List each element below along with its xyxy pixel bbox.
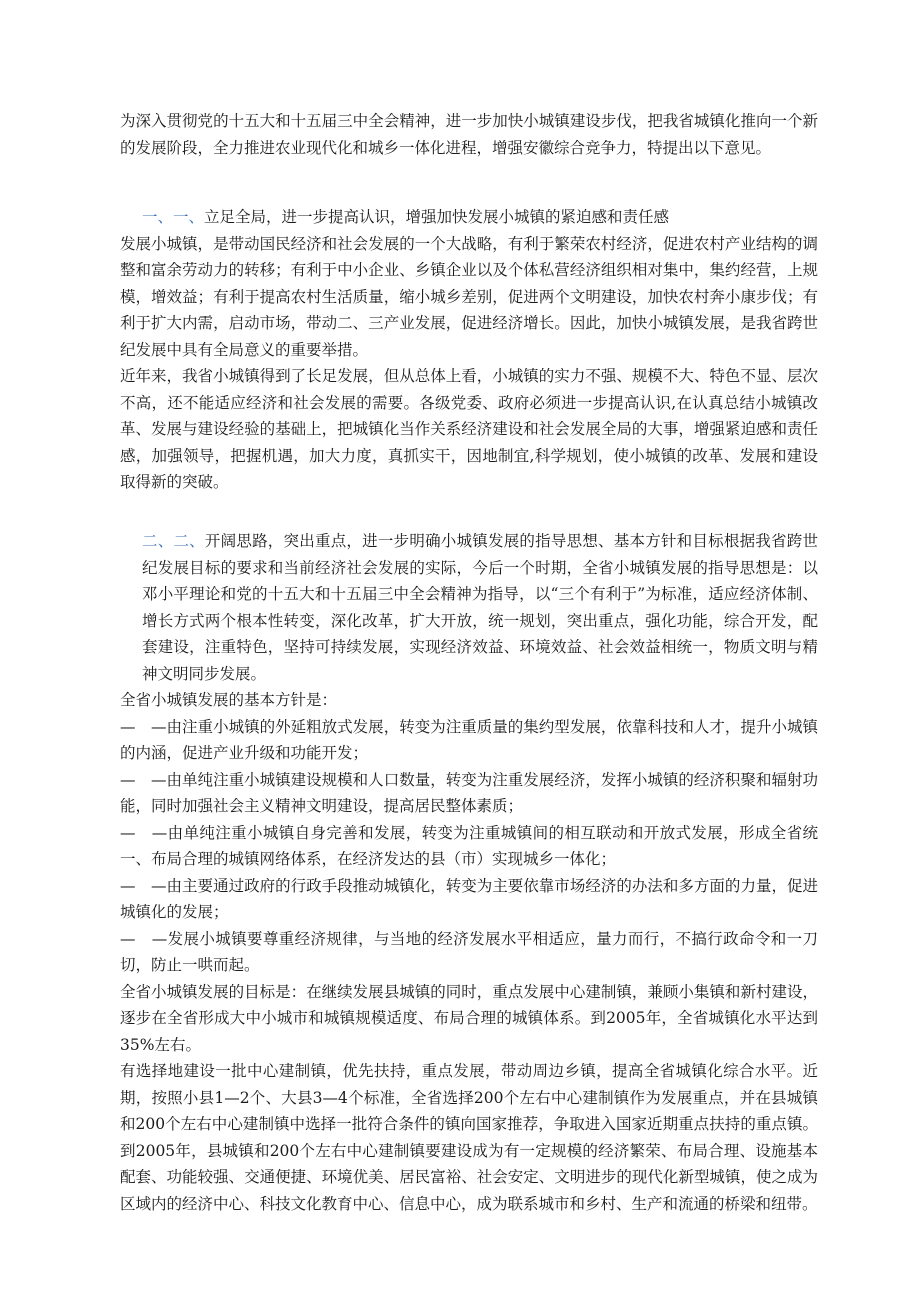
section-2-heading [120,528,818,687]
section-1-heading [120,204,818,231]
section-1-paragraph-2: 近年来，我省小城镇得到了长足发展，但从总体上看，小城镇的实力不强、规模不大、特色不显、层次不高，还不能适应经济和社会发展的需要。各级党委、政府必须进一步提高认识,在认真总结小城镇改革、发展与建设经验的基础上，把城镇化当作关系经济建设和社会发展全局的大事，增强紧迫感和责任感，加强领导，把握机遇，加大力度，真抓实干，因地制宜,科学规划，使小城镇的改革、发展和建设取得新的突破。 [120,367,818,491]
selection-paragraph: 有选择地建设一批中心建制镇，优先扶持，重点发展，带动周边乡镇，提高全省城镇化综合水平。近期，按照小县1—2个、大县3—4个标准，全省选择200个左右中心建制镇作为发展重点，并在县城镇和200个左右中心建制镇中选择一批符合条件的镇向国家推荐，争取进入国家近期重点扶持的重点镇。到2005年，县城镇和200个左右中心建制镇要建设成为有一定规模的经济繁荣、布局合理、设施基本配套、功能较强、交通便捷、环境优美、居民富裕、社会安定、文明进步的现代化新型城镇，使之成为区域内的经济中心、科技文化教育中心、信息中心，成为联系城市和乡村、生产和流通的桥梁和纽带。 [120,1062,818,1213]
policy-item: — —由单纯注重小城镇自身完善和发展，转变为注重城镇间的相互联动和开放式发展，形成全省统一、布局合理的城镇网络体系，在经济发达的县（市）实现城乡一体化； [120,823,818,868]
policy-item: — —由单纯注重小城镇建设规模和人口数量，转变为注重发展经济，发挥小城镇的经济积聚和辐射功能，同时加强社会主义精神文明建设，提高居民整体素质； [120,770,818,815]
section-1-number: 一、一、 [142,208,205,226]
section-2-text: 开阔思路，突出重点，进一步明确小城镇发展的指导思想、基本方针和目标根据我省跨世纪发展目标的要求和当前经济社会发展的实际，今后一个时期，全省小城镇发展的指导思想是：以邓小平理论和党的十五大和十五届三中全会精神为指导，以“三个有利于”为标准，适应经济体制、增长方式两个根本性转变，深化改革，扩大开放，统一规划，突出重点，强化功能，综合开发，配套建设，注重特色，坚持可持续发展，实现经济效益、环境效益、社会效益相统一，物质文明与精神文明同步发展。 [142,532,818,683]
section-2 [120,528,818,1217]
goal-paragraph: 全省小城镇发展的目标是：在继续发展县城镇的同时，重点发展中心建制镇，兼顾小集镇和新村建设，逐步在全省形成大中小城市和城镇规模适度、布局合理的城镇体系。到2005年，全省城镇化水平达到35%左右。 [120,982,818,1054]
policy-intro: 全省小城镇发展的基本方针是： [120,691,338,709]
intro-block [120,108,818,161]
policy-item: — —由注重小城镇的外延粗放式发展，转变为注重质量的集约型发展，依靠科技和人才，提升小城镇的内涵，促进产业升级和功能开发； [120,717,818,762]
section-2-number: 二、二、 [142,532,205,550]
section-1-title: 立足全局，进一步提高认识，增强加快发展小城镇的紧迫感和责任感 [204,208,670,226]
intro-paragraph: 为深入贯彻党的十五大和十五届三中全会精神，进一步加快小城镇建设步伐，把我省城镇化推向一个新的发展阶段，全力推进农业现代化和城乡一体化进程，增强安徽综合竞争力，特提出以下意见。 [120,112,818,157]
policy-item: — —发展小城镇要尊重经济规律，与当地的经济发展水平相适应，量力而行，不搞行政命令和一刀切，防止一哄而起。 [120,929,818,974]
policy-item: — —由主要通过政府的行政手段推动城镇化，转变为主要依靠市场经济的办法和多方面的力量，促进城镇化的发展； [120,876,818,921]
section-1 [120,204,818,496]
section-1-paragraph-1: 发展小城镇，是带动国民经济和社会发展的一个大战略，有利于繁荣农村经济，促进农村产业结构的调整和富余劳动力的转移；有利于中小企业、乡镇企业以及个体私营经济组织相对集中，集约经营，上规模，增效益；有利于提高农村生活质量，缩小城乡差别，促进两个文明建设，加快农村奔小康步伐；有利于扩大内需，启动市场，带动二、三产业发展，促进经济增长。因此，加快小城镇发展，是我省跨世纪发展中具有全局意义的重要举措。 [120,234,818,359]
